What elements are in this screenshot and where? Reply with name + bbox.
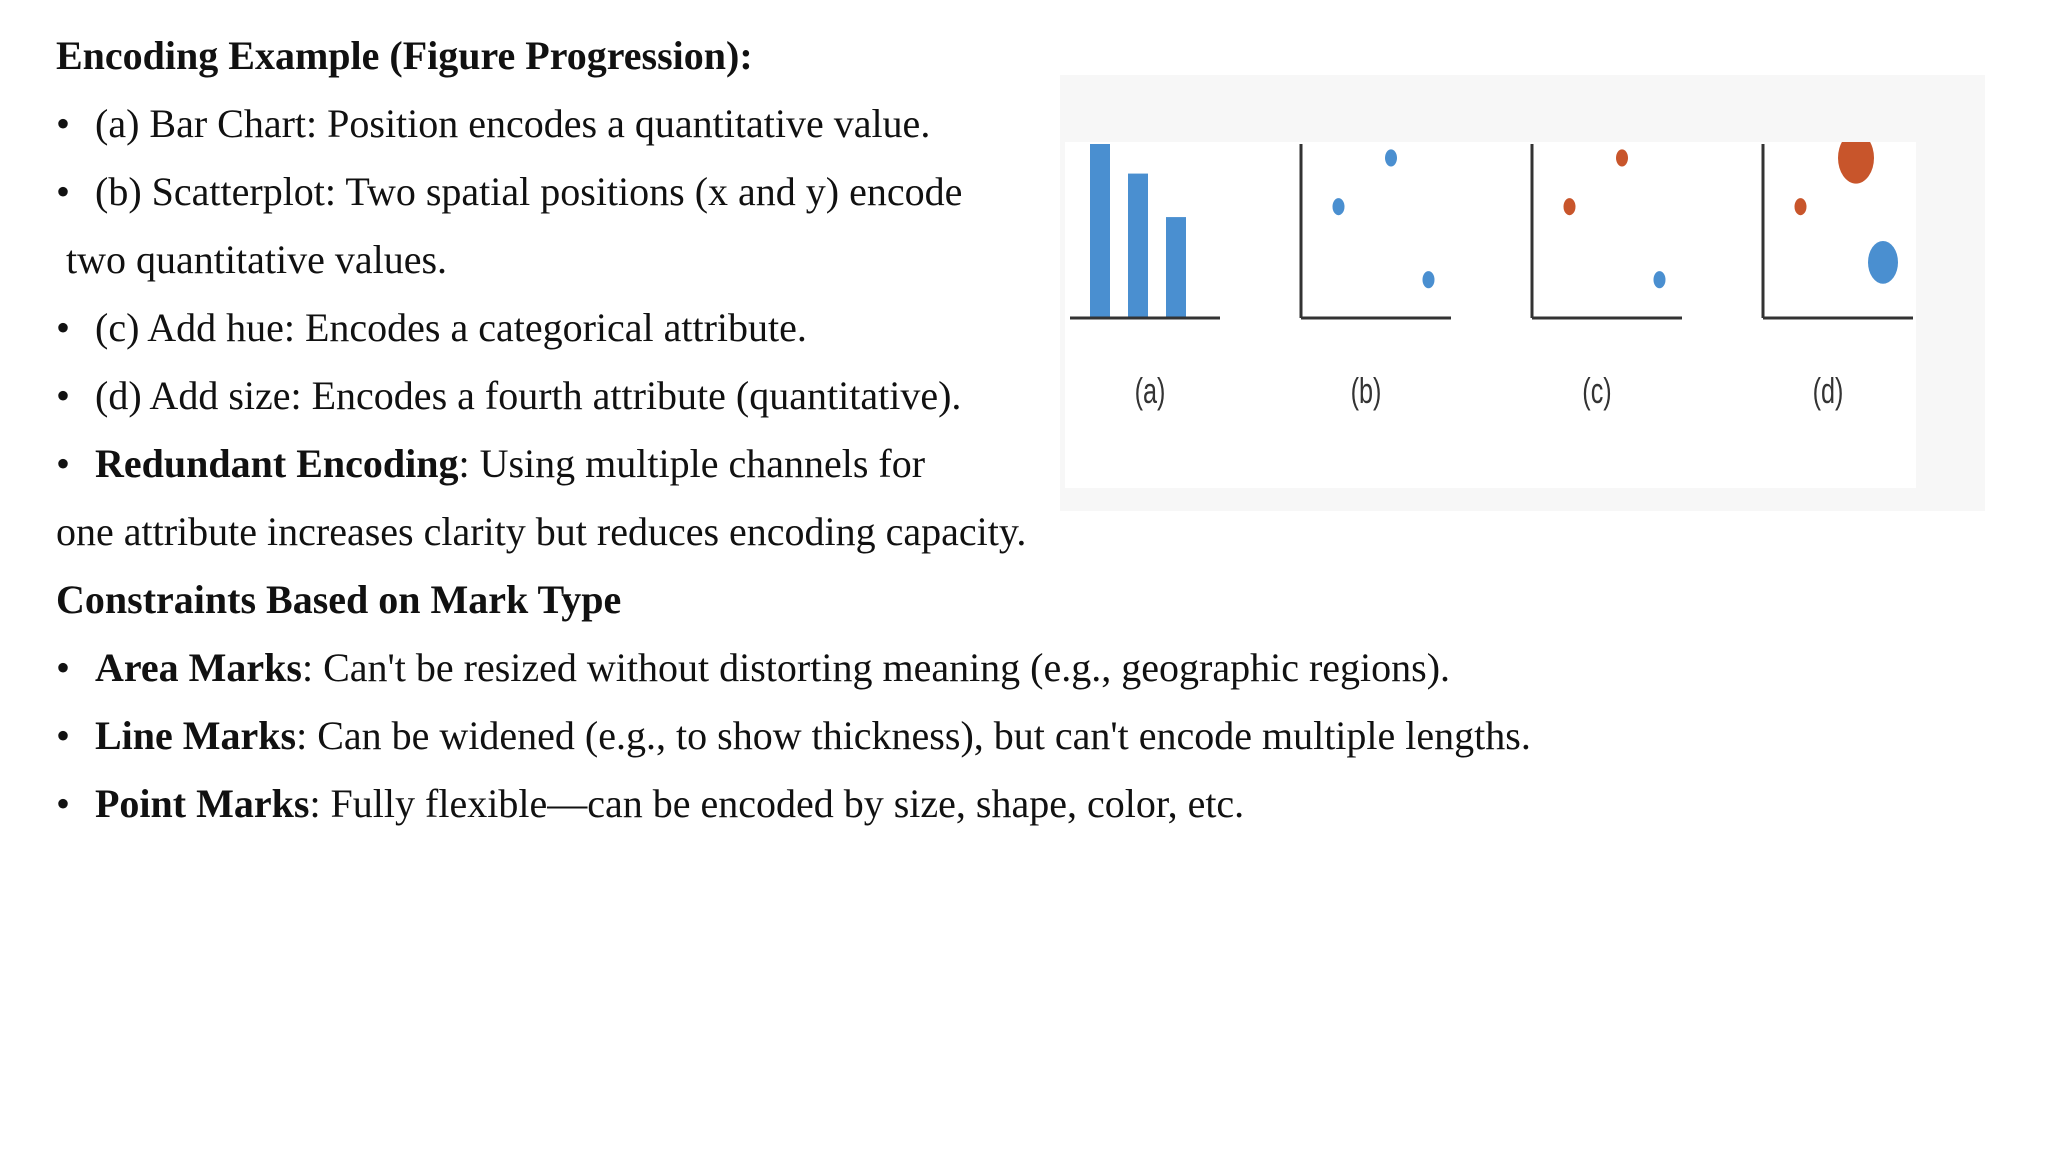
bullet-text: (b) Scatterplot: Two spatial positions (x and y) encode bbox=[95, 169, 963, 214]
panel-label-d: (d) bbox=[1812, 370, 1844, 411]
scatter-point-1 bbox=[1564, 198, 1576, 215]
bar-2 bbox=[1128, 174, 1148, 318]
scatterplot-c bbox=[1527, 142, 1707, 342]
bullet-text: (c) Add hue: Encodes a categorical attribute. bbox=[95, 305, 807, 350]
panel-b bbox=[1296, 142, 1476, 422]
scatterplot-b bbox=[1296, 142, 1476, 342]
scatterplot-d bbox=[1758, 142, 1938, 342]
panel-label-c: (c) bbox=[1582, 370, 1612, 411]
encoding-progression-figure bbox=[1060, 75, 1985, 511]
constraints-heading: Constraints Based on Mark Type bbox=[56, 577, 622, 622]
bullet-dot: • bbox=[56, 713, 71, 758]
bullet-dot: • bbox=[56, 305, 71, 350]
figure-panels bbox=[1065, 142, 1916, 488]
bar-chart-a bbox=[1065, 142, 1245, 342]
panel-d bbox=[1758, 142, 1938, 422]
panel-label-a: (a) bbox=[1134, 370, 1166, 411]
bullet-area-marks bbox=[56, 634, 1956, 702]
bullet-dot: • bbox=[56, 101, 71, 146]
bullet-line-marks bbox=[56, 702, 1956, 770]
bullet-dot: • bbox=[56, 441, 71, 486]
panel-label-b: (b) bbox=[1350, 370, 1382, 411]
bullet-dot: • bbox=[56, 373, 71, 418]
term-redundant-encoding: Redundant Encoding bbox=[95, 441, 459, 486]
bar-3 bbox=[1166, 217, 1186, 318]
bullet-dot: • bbox=[56, 645, 71, 690]
bullet-text: : Using multiple channels for bbox=[458, 441, 926, 486]
scatter-point-1 bbox=[1333, 198, 1345, 215]
bullet-dot: • bbox=[56, 781, 71, 826]
scatter-point-2 bbox=[1838, 142, 1874, 184]
scatter-point-2 bbox=[1385, 149, 1397, 166]
bullet-text: (d) Add size: Encodes a fourth attribute (quantitative). bbox=[95, 373, 962, 418]
bullet-redundant-encoding-continued: one attribute increases clarity but reduces encoding capacity. bbox=[56, 509, 1027, 554]
bullet-dot: • bbox=[56, 169, 71, 214]
scatter-point-3 bbox=[1868, 241, 1898, 284]
bullet-text: : Can be widened (e.g., to show thickness), but can't encode multiple lengths. bbox=[296, 713, 1531, 758]
bullet-text: : Can't be resized without distorting meaning (e.g., geographic regions). bbox=[302, 645, 1451, 690]
scatter-point-3 bbox=[1654, 271, 1666, 288]
scatter-point-2 bbox=[1616, 149, 1628, 166]
bar-1 bbox=[1090, 144, 1110, 318]
term-point-marks: Point Marks bbox=[95, 781, 310, 826]
term-line-marks: Line Marks bbox=[95, 713, 297, 758]
scatter-point-3 bbox=[1423, 271, 1435, 288]
bullet-text: : Fully flexible—can be encoded by size, shape, color, etc. bbox=[309, 781, 1245, 826]
bullet-scatterplot-continued: two quantitative values. bbox=[66, 237, 448, 282]
panel-c bbox=[1527, 142, 1707, 422]
encoding-example-heading: Encoding Example (Figure Progression): bbox=[56, 33, 753, 78]
bullet-text: (a) Bar Chart: Position encodes a quantitative value. bbox=[95, 101, 931, 146]
scatter-point-1 bbox=[1795, 198, 1807, 215]
term-area-marks: Area Marks bbox=[95, 645, 302, 690]
bullet-point-marks bbox=[56, 770, 1956, 838]
panel-a bbox=[1065, 142, 1245, 422]
